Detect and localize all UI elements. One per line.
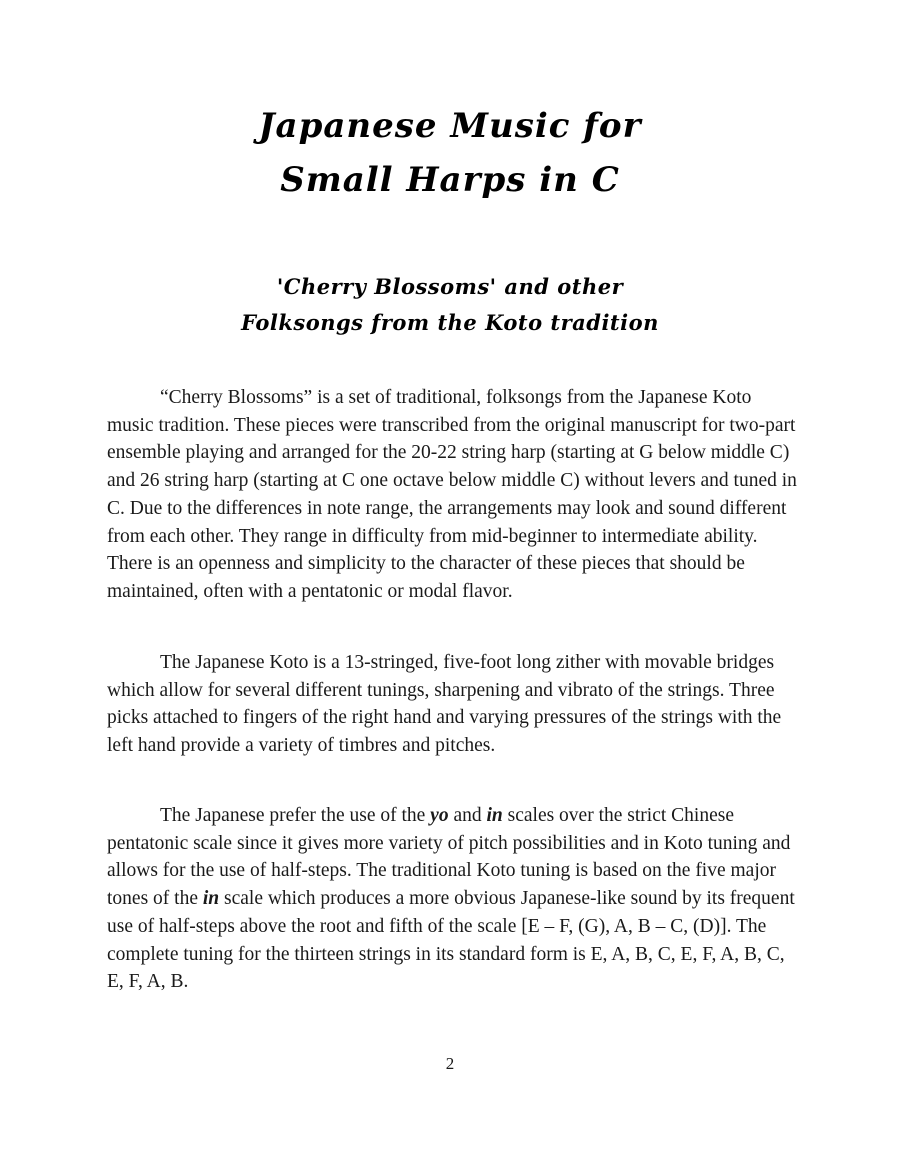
paragraph-3-text bbox=[107, 802, 797, 996]
paragraph-2-text: The Japanese Koto is a 13-stringed, five-foot long zither with movable bridges which allow for several different tunings, sharpening and vibrato of the strings. Three picks attached to fingers of the right hand and varying pressures of the strings with the left hand provide a variety of timbres and pitches. bbox=[107, 652, 782, 757]
paragraph-1 bbox=[107, 384, 797, 606]
paragraph-3 bbox=[107, 802, 797, 996]
subtitle-line-2: Folksongs from the Koto tradition bbox=[241, 310, 659, 335]
paragraph-3-part-3: scales over the strict Chinese pentatonic scale since it gives more variety of pitch possibilities and in Koto tuning and allows for the use of half-steps. The traditional Koto tuning is based on the five major tones of the bbox=[107, 805, 791, 910]
title-line-2: Small Harps in C bbox=[280, 160, 620, 200]
title-line-1: Japanese Music for bbox=[258, 106, 642, 146]
paragraph-3-part-1: The Japanese prefer the use of the bbox=[160, 805, 431, 826]
paragraph-3-part-4: scale which produces a more obvious Japanese-like sound by its frequent use of half-steps above the root and fifth of the scale [E – F, (G), A, B – C, (D)]. The complete tuning for the thirteen strings in its standard form is E, A, B, C, E, F, A, B, C, E, F, A, B. bbox=[107, 888, 795, 993]
in-scale-term: in bbox=[486, 805, 503, 826]
subtitle-line-1: 'Cherry Blossoms' and other bbox=[276, 274, 624, 299]
paragraph-1-text: “Cherry Blossoms” is a set of traditional, folksongs from the Japanese Koto music tradition. These pieces were transcribed from the original manuscript for two-part ensemble playing and arranged for the 20-22 string harp (starting at G below middle C) and 26 string harp (starting at C one octave below middle C) without levers and tuned in C. Due to the differences in note range, the arrangements may look and sound different from each other. They range in difficulty from mid-beginner to intermediate ability. There is an openness and simplicity to the character of these pieces that should be maintained, often with a pentatonic or modal flavor. bbox=[107, 387, 797, 602]
yo-scale-term: yo bbox=[430, 805, 449, 826]
page-number: 2 bbox=[445, 1054, 455, 1073]
paragraph-3-part-2: and bbox=[448, 805, 487, 826]
in-scale-term-2: in bbox=[202, 888, 220, 910]
paragraph-2 bbox=[107, 649, 797, 760]
